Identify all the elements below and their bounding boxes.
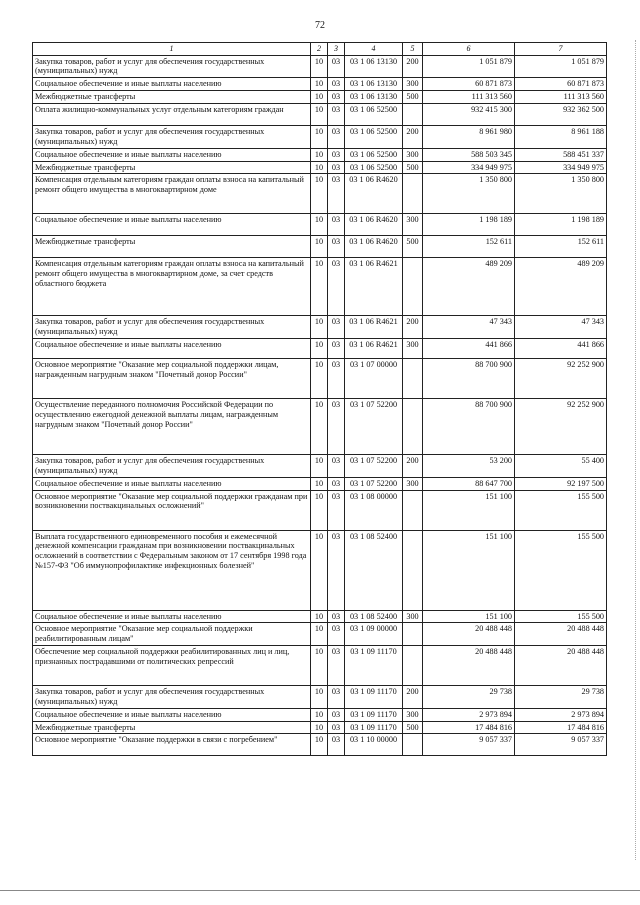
cell-v6: 53 200 [423, 455, 515, 478]
cell-a: 10 [311, 686, 328, 709]
cell-name: Социальное обеспечение и иные выплаты населению [33, 477, 311, 490]
cell-v6: 151 100 [423, 530, 515, 610]
cell-a: 10 [311, 316, 328, 339]
cell-v6: 17 484 816 [423, 721, 515, 734]
cell-a: 10 [311, 214, 328, 236]
budget-table [32, 42, 607, 756]
cell-a: 10 [311, 161, 328, 174]
cell-name: Закупка товаров, работ и услуг для обеспечения государственных (муниципальных) нужд [33, 316, 311, 339]
scan-margin-marks [634, 40, 636, 860]
cell-vr: 200 [403, 125, 423, 148]
cell-csr: 03 1 10 00000 [345, 734, 403, 756]
cell-name: Обеспечение мер социальной поддержки реабилитированных лиц и лиц, признанных пострадавшими от политических репрессий [33, 646, 311, 686]
cell-v7: 92 252 900 [515, 399, 607, 455]
cell-v7: 155 500 [515, 610, 607, 623]
cell-v6: 151 100 [423, 490, 515, 530]
cell-csr: 03 1 09 00000 [345, 623, 403, 646]
table-row [33, 708, 607, 721]
cell-v7: 2 973 894 [515, 708, 607, 721]
cell-csr: 03 1 09 11170 [345, 686, 403, 709]
cell-csr: 03 1 06 R4620 [345, 236, 403, 258]
cell-v7: 441 866 [515, 339, 607, 359]
cell-csr: 03 1 06 R4621 [345, 339, 403, 359]
cell-b: 03 [328, 359, 345, 399]
table-row [33, 721, 607, 734]
table-row [33, 316, 607, 339]
cell-name: Оплата жилищно-коммунальных услуг отдельным категориям граждан [33, 103, 311, 125]
cell-csr: 03 1 06 R4620 [345, 174, 403, 214]
cell-a: 10 [311, 148, 328, 161]
table-row [33, 103, 607, 125]
table-row [33, 623, 607, 646]
cell-b: 03 [328, 490, 345, 530]
cell-vr [403, 174, 423, 214]
table-row [33, 646, 607, 686]
cell-a: 10 [311, 103, 328, 125]
cell-v7: 92 197 500 [515, 477, 607, 490]
cell-csr: 03 1 08 52400 [345, 610, 403, 623]
cell-csr: 03 1 06 52500 [345, 125, 403, 148]
cell-b: 03 [328, 734, 345, 756]
table-row [33, 399, 607, 455]
cell-b: 03 [328, 399, 345, 455]
cell-a: 10 [311, 734, 328, 756]
cell-name: Межбюджетные трансферты [33, 161, 311, 174]
table-row [33, 236, 607, 258]
cell-a: 10 [311, 339, 328, 359]
cell-csr: 03 1 07 52200 [345, 477, 403, 490]
cell-b: 03 [328, 91, 345, 104]
cell-vr: 200 [403, 455, 423, 478]
table-row [33, 148, 607, 161]
cell-vr [403, 623, 423, 646]
cell-csr: 03 1 06 13130 [345, 55, 403, 78]
cell-b: 03 [328, 686, 345, 709]
cell-v7: 155 500 [515, 530, 607, 610]
table-row [33, 91, 607, 104]
cell-vr: 200 [403, 55, 423, 78]
column-header: 4 [345, 43, 403, 56]
table-header [33, 43, 607, 56]
cell-name: Компенсация отдельным категориям граждан оплаты взноса на капитальный ремонт общего имущества в многоквартирном доме, за счет средств областного бюджета [33, 258, 311, 316]
cell-vr [403, 359, 423, 399]
cell-name: Основное мероприятие "Оказание поддержки в связи с погребением" [33, 734, 311, 756]
cell-b: 03 [328, 721, 345, 734]
cell-b: 03 [328, 708, 345, 721]
cell-a: 10 [311, 91, 328, 104]
cell-v6: 88 700 900 [423, 399, 515, 455]
cell-a: 10 [311, 490, 328, 530]
cell-vr: 200 [403, 686, 423, 709]
cell-v6: 334 949 975 [423, 161, 515, 174]
cell-a: 10 [311, 610, 328, 623]
cell-v6: 1 051 879 [423, 55, 515, 78]
cell-v7: 20 488 448 [515, 646, 607, 686]
cell-a: 10 [311, 708, 328, 721]
table-row [33, 359, 607, 399]
cell-csr: 03 1 06 13130 [345, 78, 403, 91]
cell-b: 03 [328, 477, 345, 490]
cell-v7: 152 611 [515, 236, 607, 258]
column-header: 5 [403, 43, 423, 56]
cell-v6: 47 343 [423, 316, 515, 339]
column-header: 1 [33, 43, 311, 56]
cell-b: 03 [328, 258, 345, 316]
cell-v6: 20 488 448 [423, 623, 515, 646]
cell-v7: 334 949 975 [515, 161, 607, 174]
cell-v6: 88 647 700 [423, 477, 515, 490]
cell-name: Компенсация отдельным категориям граждан оплаты взноса на капитальный ремонт общего имущества в многоквартирном доме [33, 174, 311, 214]
cell-vr: 300 [403, 339, 423, 359]
cell-v6: 60 871 873 [423, 78, 515, 91]
cell-v6: 932 415 300 [423, 103, 515, 125]
table-row [33, 490, 607, 530]
cell-vr: 300 [403, 78, 423, 91]
cell-vr: 300 [403, 477, 423, 490]
cell-a: 10 [311, 623, 328, 646]
cell-name: Межбюджетные трансферты [33, 91, 311, 104]
cell-v6: 1 350 800 [423, 174, 515, 214]
cell-a: 10 [311, 455, 328, 478]
cell-name: Социальное обеспечение и иные выплаты населению [33, 78, 311, 91]
cell-b: 03 [328, 125, 345, 148]
cell-csr: 03 1 07 52200 [345, 399, 403, 455]
cell-v7: 489 209 [515, 258, 607, 316]
cell-name: Осуществление переданного полномочия Российской Федерации по осуществлению ежегодной денежной выплаты лицам, награжденным нагрудным знаком "Почетный донор России" [33, 399, 311, 455]
cell-a: 10 [311, 236, 328, 258]
cell-csr: 03 1 06 52500 [345, 103, 403, 125]
cell-csr: 03 1 06 R4621 [345, 316, 403, 339]
cell-v7: 1 350 800 [515, 174, 607, 214]
table-row [33, 214, 607, 236]
cell-csr: 03 1 06 R4621 [345, 258, 403, 316]
cell-csr: 03 1 08 52400 [345, 530, 403, 610]
cell-b: 03 [328, 623, 345, 646]
cell-a: 10 [311, 258, 328, 316]
cell-name: Выплата государственного единовременного пособия и ежемесячной денежной компенсации гражданам при возникновении поствакцинальных осложнений в соответствии с Федеральным законом от 17 сентября 1998 года №157-ФЗ "Об иммунопрофилактике инфекционных болезней" [33, 530, 311, 610]
cell-vr [403, 530, 423, 610]
table-row [33, 125, 607, 148]
table-row [33, 258, 607, 316]
cell-csr: 03 1 08 00000 [345, 490, 403, 530]
column-header: 7 [515, 43, 607, 56]
column-header: 2 [311, 43, 328, 56]
table-row [33, 686, 607, 709]
cell-name: Основное мероприятие "Оказание мер социальной поддержки гражданам при возникновении поствакцинальных осложнений" [33, 490, 311, 530]
cell-vr [403, 490, 423, 530]
cell-v6: 151 100 [423, 610, 515, 623]
cell-v7: 92 252 900 [515, 359, 607, 399]
cell-name: Социальное обеспечение и иные выплаты населению [33, 148, 311, 161]
cell-a: 10 [311, 721, 328, 734]
cell-b: 03 [328, 610, 345, 623]
cell-b: 03 [328, 174, 345, 214]
header-row [33, 43, 607, 56]
cell-v7: 20 488 448 [515, 623, 607, 646]
cell-b: 03 [328, 161, 345, 174]
page-bottom-rule [0, 890, 640, 891]
cell-vr: 500 [403, 91, 423, 104]
cell-vr: 200 [403, 316, 423, 339]
cell-v7: 60 871 873 [515, 78, 607, 91]
cell-b: 03 [328, 530, 345, 610]
cell-b: 03 [328, 236, 345, 258]
cell-vr [403, 646, 423, 686]
column-header: 3 [328, 43, 345, 56]
page-number: 72 [315, 20, 325, 31]
cell-v7: 47 343 [515, 316, 607, 339]
cell-a: 10 [311, 646, 328, 686]
cell-csr: 03 1 07 00000 [345, 359, 403, 399]
cell-name: Социальное обеспечение и иные выплаты населению [33, 708, 311, 721]
table-row [33, 161, 607, 174]
cell-vr [403, 399, 423, 455]
cell-v6: 20 488 448 [423, 646, 515, 686]
cell-a: 10 [311, 78, 328, 91]
cell-csr: 03 1 07 52200 [345, 455, 403, 478]
cell-name: Закупка товаров, работ и услуг для обеспечения государственных (муниципальных) нужд [33, 455, 311, 478]
cell-a: 10 [311, 55, 328, 78]
cell-v7: 588 451 337 [515, 148, 607, 161]
cell-vr: 500 [403, 161, 423, 174]
cell-csr: 03 1 06 52500 [345, 148, 403, 161]
cell-v7: 17 484 816 [515, 721, 607, 734]
cell-vr: 500 [403, 236, 423, 258]
cell-v6: 8 961 980 [423, 125, 515, 148]
cell-name: Основное мероприятие "Оказание мер социальной поддержки лицам, награжденным нагрудным знаком "Почетный донор России" [33, 359, 311, 399]
cell-v6: 9 057 337 [423, 734, 515, 756]
cell-name: Основное мероприятие "Оказание мер социальной поддержки реабилитированным лицам" [33, 623, 311, 646]
cell-v7: 111 313 560 [515, 91, 607, 104]
cell-v7: 8 961 188 [515, 125, 607, 148]
cell-v6: 588 503 345 [423, 148, 515, 161]
cell-name: Межбюджетные трансферты [33, 236, 311, 258]
cell-v6: 2 973 894 [423, 708, 515, 721]
cell-v6: 88 700 900 [423, 359, 515, 399]
cell-b: 03 [328, 148, 345, 161]
cell-b: 03 [328, 103, 345, 125]
column-header: 6 [423, 43, 515, 56]
table-row [33, 477, 607, 490]
table-row [33, 174, 607, 214]
cell-b: 03 [328, 646, 345, 686]
cell-a: 10 [311, 530, 328, 610]
cell-a: 10 [311, 174, 328, 214]
cell-name: Социальное обеспечение и иные выплаты населению [33, 339, 311, 359]
cell-v7: 1 051 879 [515, 55, 607, 78]
cell-name: Закупка товаров, работ и услуг для обеспечения государственных (муниципальных) нужд [33, 125, 311, 148]
cell-vr: 300 [403, 148, 423, 161]
cell-v6: 441 866 [423, 339, 515, 359]
cell-vr [403, 734, 423, 756]
cell-csr: 03 1 06 R4620 [345, 214, 403, 236]
cell-v7: 55 400 [515, 455, 607, 478]
cell-v7: 155 500 [515, 490, 607, 530]
cell-b: 03 [328, 214, 345, 236]
cell-name: Межбюджетные трансферты [33, 721, 311, 734]
cell-csr: 03 1 09 11170 [345, 708, 403, 721]
cell-v6: 111 313 560 [423, 91, 515, 104]
cell-vr: 300 [403, 610, 423, 623]
cell-b: 03 [328, 316, 345, 339]
cell-b: 03 [328, 78, 345, 91]
cell-csr: 03 1 09 11170 [345, 646, 403, 686]
cell-v6: 29 738 [423, 686, 515, 709]
cell-v7: 9 057 337 [515, 734, 607, 756]
cell-a: 10 [311, 477, 328, 490]
cell-v6: 1 198 189 [423, 214, 515, 236]
cell-vr: 300 [403, 708, 423, 721]
cell-v7: 29 738 [515, 686, 607, 709]
cell-csr: 03 1 06 52500 [345, 161, 403, 174]
cell-v6: 152 611 [423, 236, 515, 258]
table-row [33, 55, 607, 78]
cell-a: 10 [311, 359, 328, 399]
cell-b: 03 [328, 55, 345, 78]
cell-a: 10 [311, 399, 328, 455]
table-row [33, 339, 607, 359]
cell-b: 03 [328, 455, 345, 478]
cell-a: 10 [311, 125, 328, 148]
cell-vr [403, 103, 423, 125]
cell-name: Закупка товаров, работ и услуг для обеспечения государственных (муниципальных) нужд [33, 686, 311, 709]
table-row [33, 530, 607, 610]
cell-v7: 1 198 189 [515, 214, 607, 236]
table-row [33, 610, 607, 623]
table-row [33, 455, 607, 478]
cell-name: Социальное обеспечение и иные выплаты населению [33, 610, 311, 623]
cell-csr: 03 1 06 13130 [345, 91, 403, 104]
cell-vr: 300 [403, 214, 423, 236]
cell-v6: 489 209 [423, 258, 515, 316]
cell-b: 03 [328, 339, 345, 359]
cell-name: Социальное обеспечение и иные выплаты населению [33, 214, 311, 236]
table-body [33, 55, 607, 756]
cell-name: Закупка товаров, работ и услуг для обеспечения государственных (муниципальных) нужд [33, 55, 311, 78]
cell-vr [403, 258, 423, 316]
table-row [33, 734, 607, 756]
table-row [33, 78, 607, 91]
cell-v7: 932 362 500 [515, 103, 607, 125]
cell-csr: 03 1 09 11170 [345, 721, 403, 734]
cell-vr: 500 [403, 721, 423, 734]
